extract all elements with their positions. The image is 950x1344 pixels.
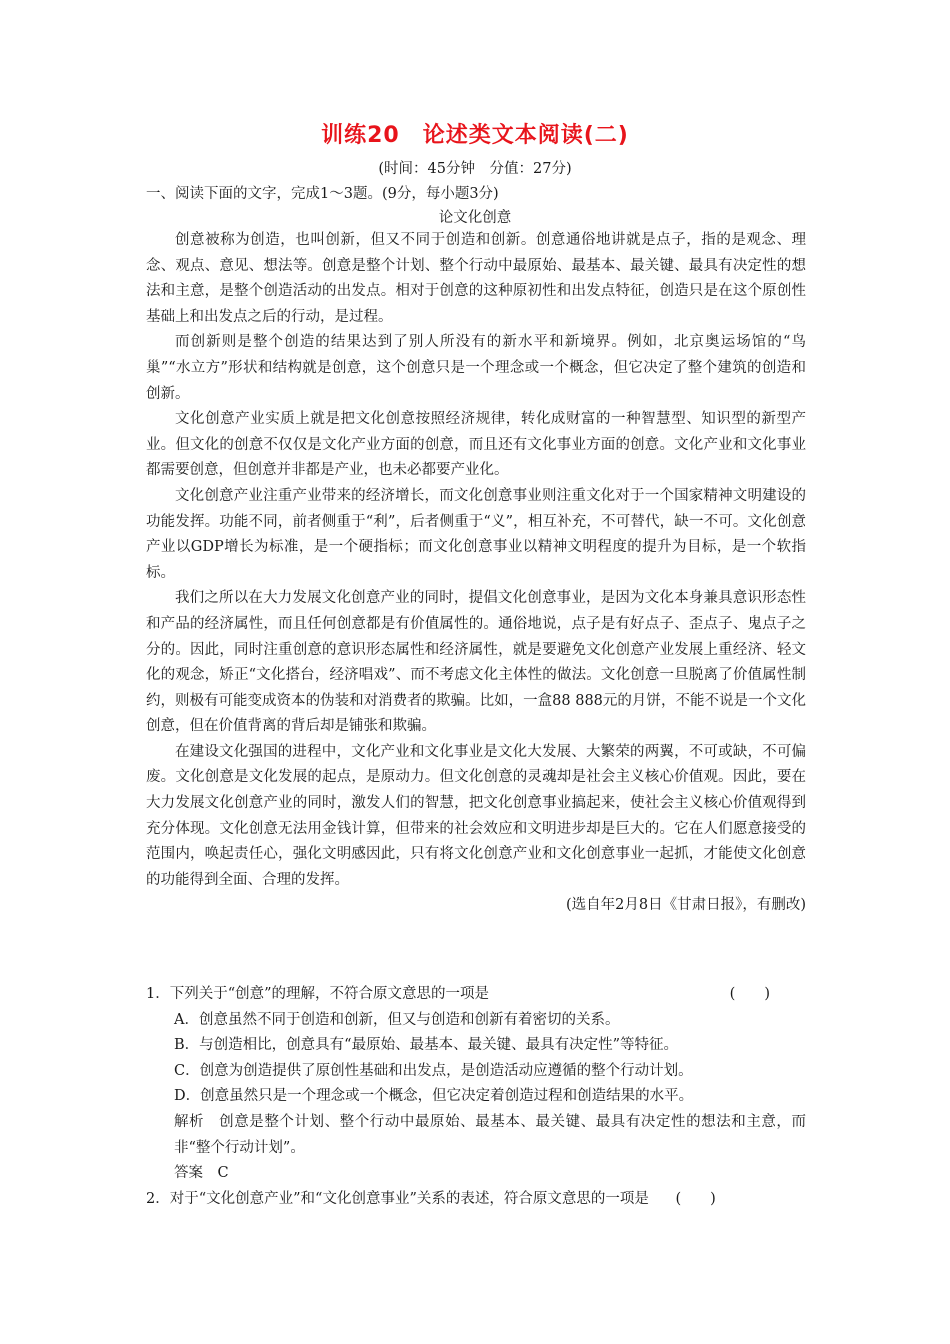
- essay-body: [146, 228, 806, 919]
- option-a: A．创意虽然不同于创造和创新，但又与创造和创新有着密切的关系。: [174, 1011, 620, 1028]
- questions: [146, 982, 806, 1212]
- option-d: D．创意虽然只是一个理念或一个概念，但它决定着创造过程和创造结果的水平。: [174, 1088, 694, 1105]
- paragraph: 而创新则是整个创造的结果达到了别人所没有的新水平和新境界。例如，北京奥运场馆的“鸟巢”“水立方”形状和结构就是创意，这个创意只是一个理念或一个概念，但它决定了整个建筑的创造和创新。: [146, 334, 806, 402]
- page-title: 训练20 论述类文本阅读(二): [321, 123, 629, 148]
- time-score-info: (时间：45分钟 分值：27分): [378, 161, 572, 177]
- section-instruction: 一、阅读下面的文字，完成1～3题。(9分，每小题3分): [146, 186, 499, 202]
- question-text: 1．下列关于“创意”的理解，不符合原文意思的一项是: [146, 986, 490, 1002]
- paragraph: 在建设文化强国的进程中，文化产业和文化事业是文化大发展、大繁荣的两翼，不可或缺，不可偏废。文化创意是文化发展的起点，是原动力。但文化创意的灵魂却是社会主义核心价值观。因此，要在大力发展文化创意产业的同时，激发人们的智慧，把文化创意事业搞起来，使社会主义核心价值观得到充分体现。文化创意无法用金钱计算，但带来的社会效应和文明进步却是巨大的。它在人们愿意接受的范围内，唤起责任心，强化文明感因此，只有将文化创意产业和文化创意事业一起抓，才能使文化创意的功能得到全面、合理的发挥。: [146, 743, 806, 888]
- question-text: 2．对于“文化创意产业”和“文化创意事业”关系的表述，符合原文意思的一项是: [146, 1190, 649, 1207]
- option-b: B．与创造相比，创意具有“最原始、最基本、最关键、最具有决定性”等特征。: [174, 1037, 678, 1054]
- answer: 答案 C: [174, 1165, 229, 1182]
- source-citation: (选自年2月8日《甘肃日报》，有删改): [565, 897, 806, 914]
- answer-blank: ( ): [729, 986, 770, 1002]
- paragraph: 我们之所以在大力发展文化创意产业的同时，提倡文化创意事业，是因为文化本身兼具意识形态性和产品的经济属性，而且任何创意都是有价值属性的。通俗地说，点子是有好点子、歪点子、鬼点子之分的。因此，同时注重创意的意识形态属性和经济属性，就是要避免文化创意产业发展上重经济、轻文化的观念，矫正“文化搭台，经济唱戏”、而不考虑文化主体性的做法。文化创意一旦脱离了价值属性制约，则极有可能变成资本的伪装和对消费者的欺骗。比如，一盒88 888元的月饼，不能不说是一个文化创意，但在价值背离的背后却是铺张和欺骗。: [146, 590, 806, 735]
- question-1-stem: [146, 982, 806, 1008]
- paragraph: 创意被称为创造，也叫创新，但又不同于创造和创新。创意通俗地讲就是点子，指的是观念、理念、观点、意见、想法等。创意是整个计划、整个行动中最原始、最基本、最关键、最具有决定性的想法和主意，是整个创造活动的出发点。相对于创意的这种原初性和出发点特征，创造只是在这个原创性基础上和出发点之后的行动，是过程。: [146, 232, 806, 325]
- essay-title: 论文化创意: [438, 210, 512, 226]
- answer-blank: ( ): [675, 1190, 716, 1207]
- analysis: 解析 创意是整个计划、整个行动中最原始、最基本、最关键、最具有决定性的想法和主意，而非“整个行动计划”。: [174, 1113, 806, 1156]
- paragraph: 文化创意产业注重产业带来的经济增长，而文化创意事业则注重文化对于一个国家精神文明建设的功能发挥。功能不同，前者侧重于“利”，后者侧重于“义”，相互补充，不可替代，缺一不可。文化创意产业以GDP增长为标准，是一个硬指标；而文化创意事业以精神文明程度的提升为目标，是一个软指标。: [146, 487, 806, 581]
- option-c: C．创意为创造提供了原创性基础和出发点，是创造活动应遵循的整个行动计划。: [174, 1062, 693, 1079]
- paragraph: 文化创意产业实质上就是把文化创意按照经济规律，转化成财富的一种智慧型、知识型的新型产业。但文化的创意不仅仅是文化产业方面的创意，而且还有文化事业方面的创意。文化产业和文化事业都需要创意，但创意并非都是产业，也未必都要产业化。: [146, 411, 806, 479]
- question-2-stem: [146, 1187, 806, 1213]
